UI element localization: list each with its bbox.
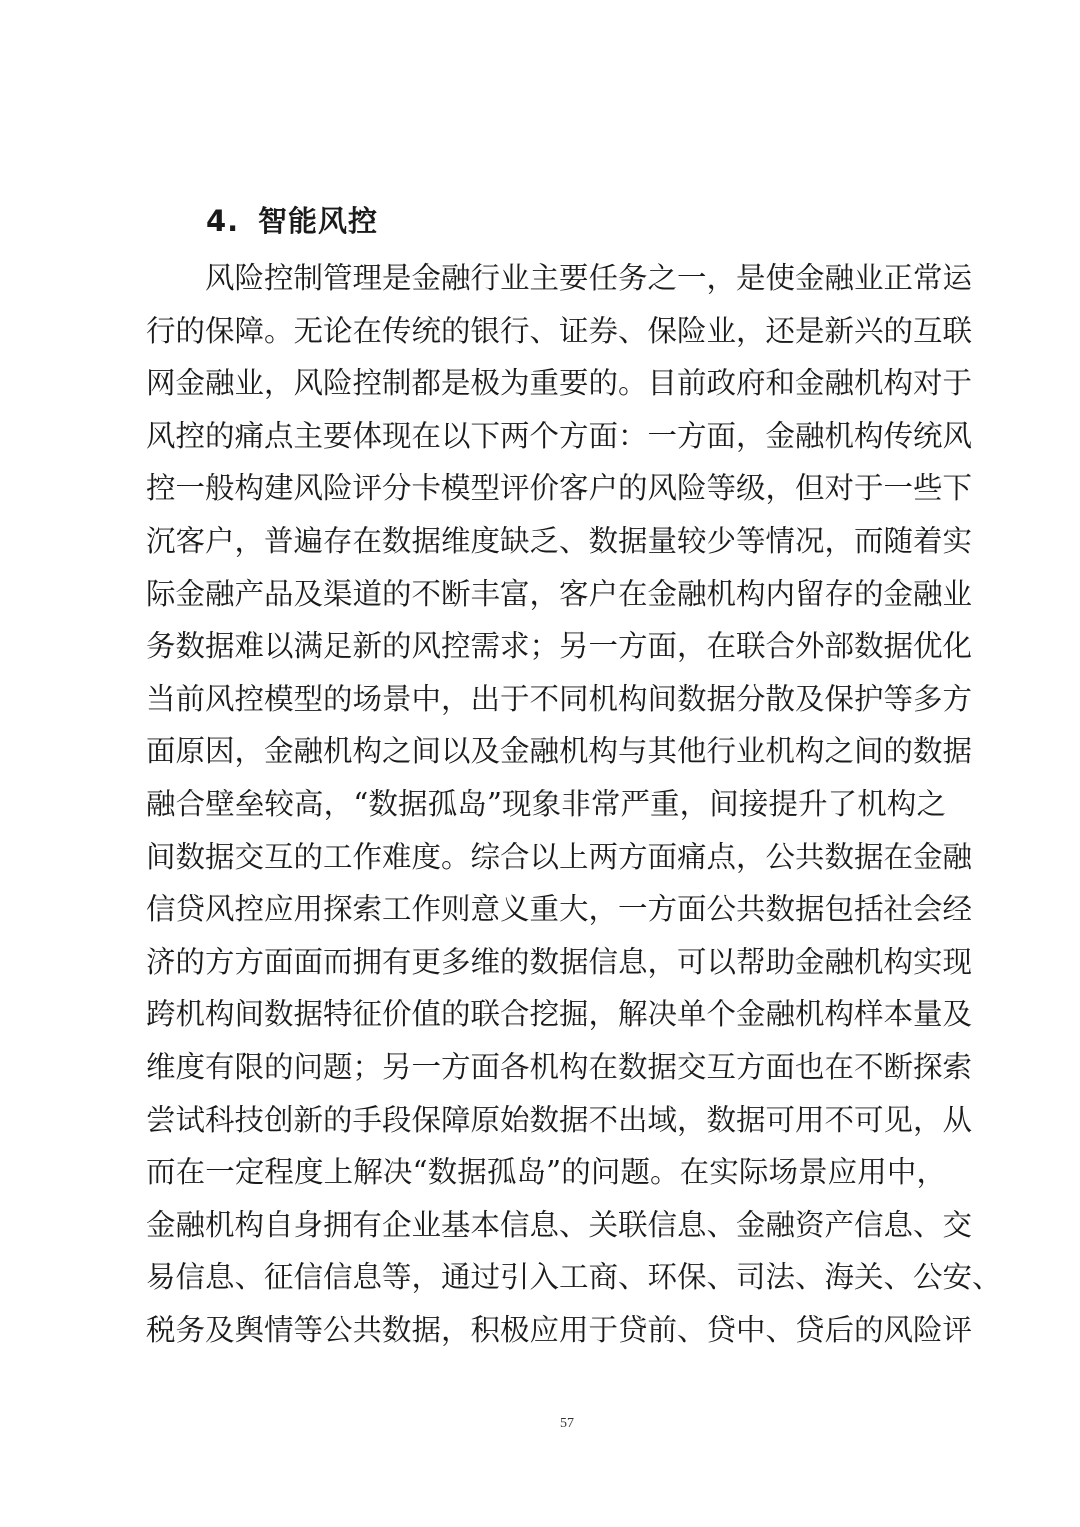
paragraph-line: 间数据交互的工作难度。综合以上两方面痛点，公共数据在金融: [146, 839, 973, 874]
paragraph-line: 务数据难以满足新的风控需求；另一方面，在联合外部数据优化: [146, 629, 973, 664]
paragraph-line: 控一般构建风险评分卡模型评价客户的风险等级，但对于一些下: [146, 471, 973, 506]
paragraph-line: 信贷风控应用探索工作则意义重大，一方面公共数据包括社会经: [146, 892, 973, 927]
paragraph-line: 维度有限的问题；另一方面各机构在数据交互方面也在不断探索: [146, 1049, 973, 1084]
body-paragraph: [146, 252, 1002, 1356]
paragraph-line: 风控的痛点主要体现在以下两个方面：一方面，金融机构传统风: [146, 418, 973, 453]
paragraph-line: 易信息、征信信息等，通过引入工商、环保、司法、海关、公安、: [146, 1260, 1002, 1295]
paragraph-line: 而在一定程度上解决“数据孤岛”的问题。在实际场景应用中，: [146, 1155, 946, 1190]
paragraph-line: 济的方方面面而拥有更多维的数据信息，可以帮助金融机构实现: [146, 944, 973, 979]
paragraph-line: 尝试科技创新的手段保障原始数据不出域，数据可用不可见，从: [146, 1102, 973, 1137]
section-heading: [206, 196, 378, 246]
section-title: 智能风控: [258, 204, 379, 238]
paragraph-line: 沉客户，普遍存在数据维度缺乏、数据量较少等情况，而随着实: [146, 523, 973, 558]
paragraph-line: 跨机构间数据特征价值的联合挖掘，解决单个金融机构样本量及: [146, 997, 973, 1032]
paragraph-line: 际金融产品及渠道的不断丰富，客户在金融机构内留存的金融业: [146, 576, 973, 611]
paragraph-line: 税务及舆情等公共数据，积极应用于贷前、贷中、贷后的风险评: [146, 1312, 973, 1347]
paragraph-line: 金融机构自身拥有企业基本信息、关联信息、金融资产信息、交: [146, 1207, 973, 1242]
section-number: 4.: [206, 204, 240, 238]
paragraph-line: 行的保障。无论在传统的银行、证券、保险业，还是新兴的互联: [146, 313, 973, 348]
paragraph-line: 网金融业，风险控制都是极为重要的。目前政府和金融机构对于: [146, 366, 973, 401]
page-number: 57: [560, 1416, 574, 1431]
paragraph-line: 当前风控模型的场景中，出于不同机构间数据分散及保护等多方: [146, 681, 973, 716]
paragraph-line: 面原因，金融机构之间以及金融机构与其他行业机构之间的数据: [146, 734, 973, 769]
paragraph-line: 风险控制管理是金融行业主要任务之一，是使金融业正常运: [205, 261, 973, 295]
paragraph-line: 融合壁垒较高，“数据孤岛”现象非常严重，间接提升了机构之: [146, 786, 946, 821]
